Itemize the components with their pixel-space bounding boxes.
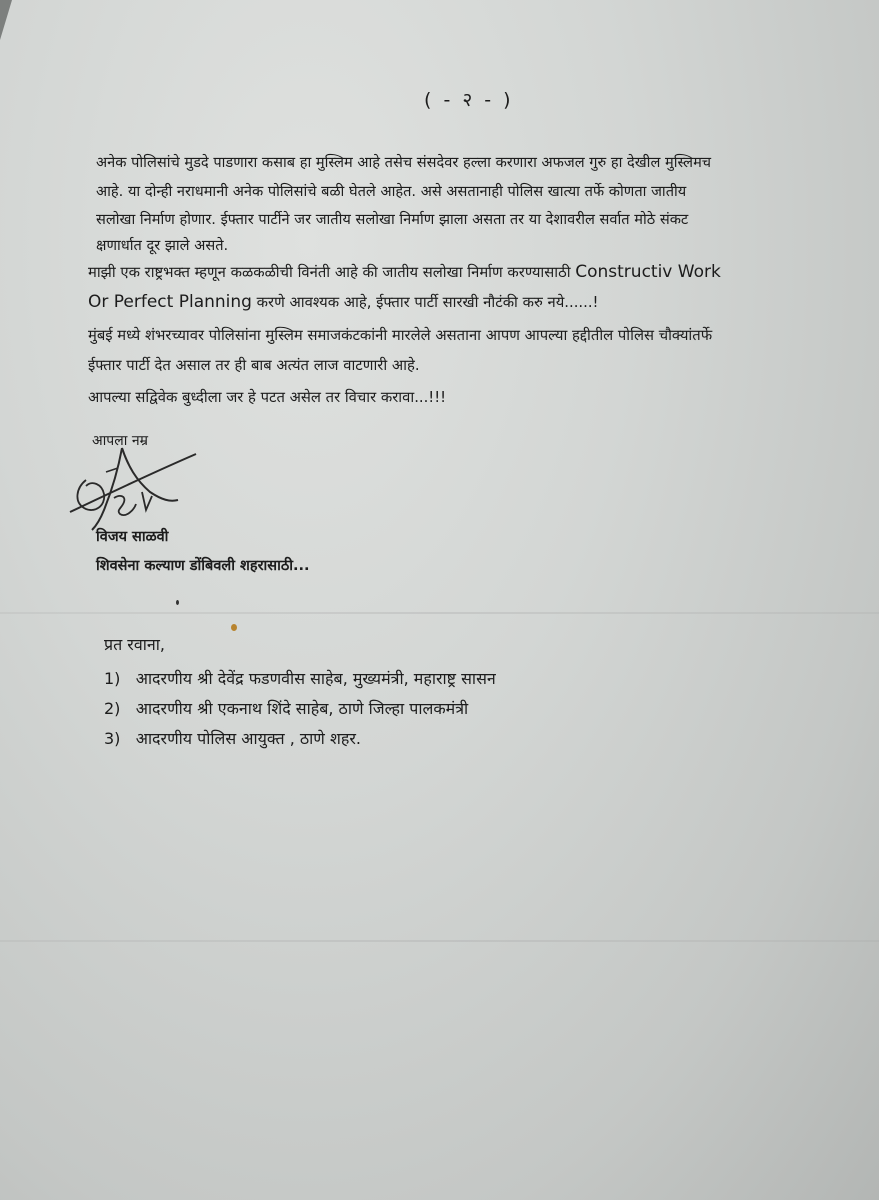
ink-speck — [176, 600, 179, 605]
closing-salutation: आपला नम्र — [92, 433, 148, 449]
appeal-line-1-latin: Constructiv Work — [575, 262, 721, 282]
copy-to-item — [104, 697, 468, 719]
appeal-line-2 — [88, 292, 598, 312]
appeal-line-3: मुंबई मध्ये शंभरच्यावर पोलिसांना मुस्लिम समाजकंटकांनी मारलेले असताना आपण आपल्या हद्दीतील पोलिस चौक्यांतर्फे — [88, 327, 713, 344]
signatory-name: विजय साळवी — [96, 529, 169, 545]
copy-to-item-text: आदरणीय पोलिस आयुक्त , ठाणे शहर. — [135, 729, 361, 748]
copy-to-item-text: आदरणीय श्री एकनाथ शिंदे साहेब, ठाणे जिल्हा पालकमंत्री — [135, 699, 469, 718]
copy-to-item-text: आदरणीय श्री देवेंद्र फडणवीस साहेब, मुख्यमंत्री, महाराष्ट्र सासन — [135, 669, 496, 688]
copy-to-item-number: 3) — [104, 729, 121, 748]
body-line: क्षणार्धात दूर झाले असते. — [96, 237, 229, 254]
appeal-line-1 — [88, 262, 721, 282]
paper-fold-line — [0, 612, 879, 614]
appeal-line-1-devanagari: माझी एक राष्ट्रभक्त म्हणून कळकळीची विनंती आहे की जातीय सलोखा निर्माण करण्यासाठी — [88, 264, 576, 281]
signatory-designation: शिवसेना कल्याण डोंबिवली शहरासाठी... — [96, 558, 310, 574]
body-line: सलोखा निर्माण होणार. ईफ्तार पार्टीने जर जातीय सलोखा निर्माण झाला असता तर या देशावरील सर्वात मोठे संकट — [96, 211, 689, 228]
copy-to-heading: प्रत रवाना, — [104, 635, 166, 654]
copy-to-item-number: 1) — [104, 669, 121, 688]
stain-speck — [231, 624, 237, 631]
copy-to-item — [104, 667, 496, 689]
body-line: अनेक पोलिसांचे मुडदे पाडणारा कसाब हा मुस्लिम आहे तसेच संसदेवर हल्ला करणारा अफजल गुरु हा देखील मुस्लिमच — [96, 154, 712, 171]
body-line: आहे. या दोन्ही नराधमानी अनेक पोलिसांचे बळी घेतले आहेत. असे असतानाही पोलिस खात्या तर्फे कोणता जातीय — [96, 183, 687, 200]
appeal-line-2-latin: Or Perfect Planning — [88, 292, 252, 312]
appeal-line-4: ईफ्तार पार्टी देत असाल तर ही बाब अत्यंत लाज वाटणारी आहे. — [88, 357, 420, 374]
page-number: ( - २ - ) — [424, 89, 514, 111]
appeal-line-2-devanagari: करणे आवश्यक आहे, ईफ्तार पार्टी सारखी नौटंकी करु नये......! — [251, 294, 599, 311]
appeal-line-5: आपल्या सद्विवेक बुध्दीला जर हे पटत असेल तर विचार करावा...!!! — [88, 389, 447, 406]
paper-fold-line — [0, 940, 879, 942]
copy-to-item-number: 2) — [104, 699, 121, 718]
signature-image — [66, 440, 206, 540]
page-corner-shadow — [0, 0, 12, 40]
copy-to-item — [104, 727, 361, 749]
